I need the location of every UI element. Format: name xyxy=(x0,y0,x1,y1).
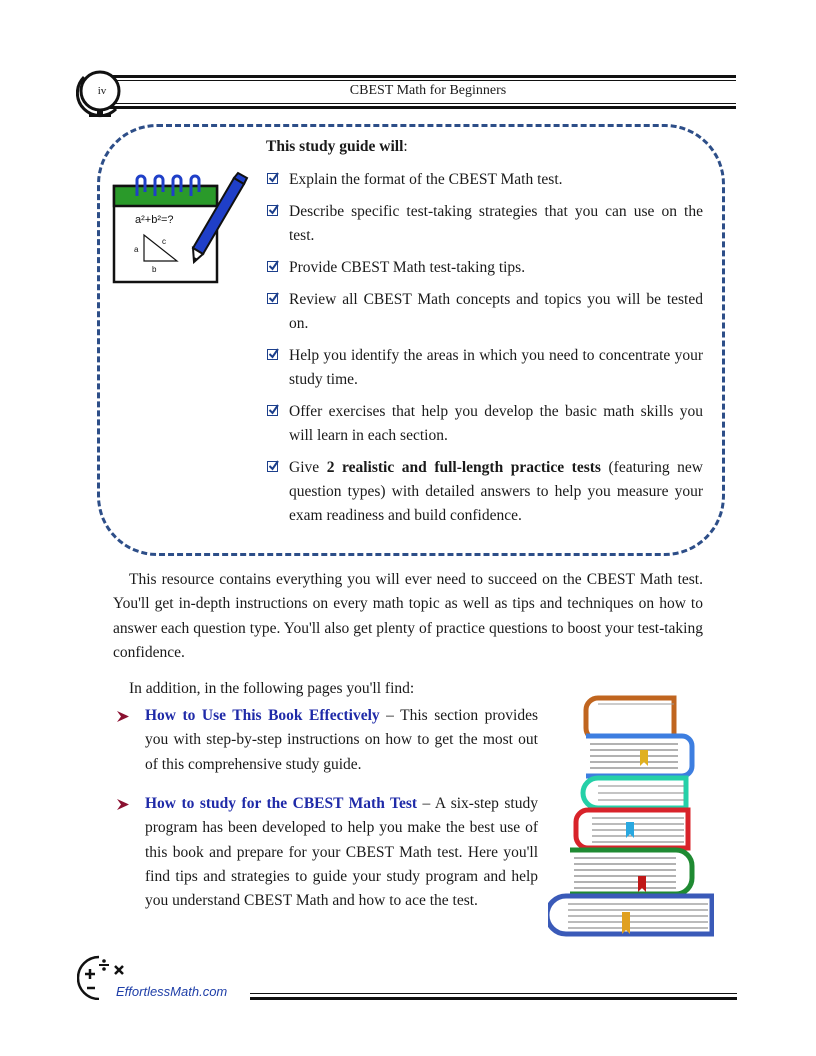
guide-item-text: Review all CBEST Math concepts and topics you will be tested on. xyxy=(289,291,703,332)
guide-item xyxy=(267,200,703,248)
guide-item xyxy=(267,288,703,336)
guide-item xyxy=(267,168,703,192)
guide-item xyxy=(267,256,703,280)
addition-paragraph: In addition, in the following pages you'll find: xyxy=(129,680,415,697)
checkbox-icon xyxy=(267,205,278,216)
notepad-icon xyxy=(110,168,250,288)
svg-text:a: a xyxy=(134,245,139,254)
guide-item-text: Provide CBEST Math test-taking tips. xyxy=(289,259,526,276)
intro-paragraph: This resource contains everything you will ever need to succeed on the CBEST Math test. You'll get in-depth instructions on every math topic as well as tips and techniques on how to answer each question type. You'll also get plenty of practice questions to boost your test-taking confidence. xyxy=(113,571,703,661)
guide-item xyxy=(267,344,703,392)
header-rule-top xyxy=(96,75,736,78)
header-rule-bottom-thin xyxy=(96,103,736,104)
checkbox-icon xyxy=(267,405,278,416)
header-rule-top-thin xyxy=(96,80,736,81)
guide-item-text: Explain the format of the CBEST Math test. xyxy=(289,171,563,188)
footer-brand[interactable]: EffortlessMath.com xyxy=(116,984,228,999)
guide-item xyxy=(267,456,703,528)
checkbox-icon xyxy=(267,349,278,360)
header-title: CBEST Math for Beginners xyxy=(349,83,507,98)
guide-item-text: Offer exercises that help you develop the basic math skills you will learn in each section. xyxy=(289,403,703,444)
bullet-link[interactable]: How to study for the CBEST Math Test xyxy=(145,795,418,812)
footer-rule xyxy=(250,997,737,1000)
checkbox-icon xyxy=(267,261,278,272)
checkbox-icon xyxy=(267,173,278,184)
footer-rule-thin xyxy=(250,993,737,994)
books-stack-image xyxy=(548,690,714,940)
checkbox-icon xyxy=(267,293,278,304)
checkbox-icon xyxy=(267,461,278,472)
bullet-item: How to study for the CBEST Math Test – A six-step study program has been developed to help you make the best use of this book and prepare for your CBEST Math test. Here you'll find tips and strategies to guide your study program and help you understand CBEST Math and how to ace the test. xyxy=(116,792,538,913)
arrow-bullet-icon xyxy=(116,710,130,723)
guide-item-text: Describe specific test-taking strategies that you can use on the test. xyxy=(289,203,703,244)
guide-item xyxy=(267,400,703,448)
notepad-formula: a²+b²=? xyxy=(135,214,174,226)
page-number: iv xyxy=(97,85,107,97)
svg-text:c: c xyxy=(162,237,166,246)
guide-heading: This study guide will: xyxy=(266,138,408,155)
guide-item-text: Help you identify the areas in which you need to concentrate your study time. xyxy=(289,347,703,388)
bullet-item: How to Use This Book Effectively – This section provides you with step-by-step instructions on how to get the most out of this comprehensive study guide. xyxy=(116,704,538,777)
svg-text:b: b xyxy=(152,265,157,274)
guide-item-text: Give 2 realistic and full-length practice tests (featuring new question types) with detailed answers to help you measure your exam readiness and build confidence. xyxy=(289,459,703,524)
bullet-link[interactable]: How to Use This Book Effectively xyxy=(145,707,380,724)
arrow-bullet-icon xyxy=(116,798,130,811)
header-rule-bottom xyxy=(96,106,736,109)
